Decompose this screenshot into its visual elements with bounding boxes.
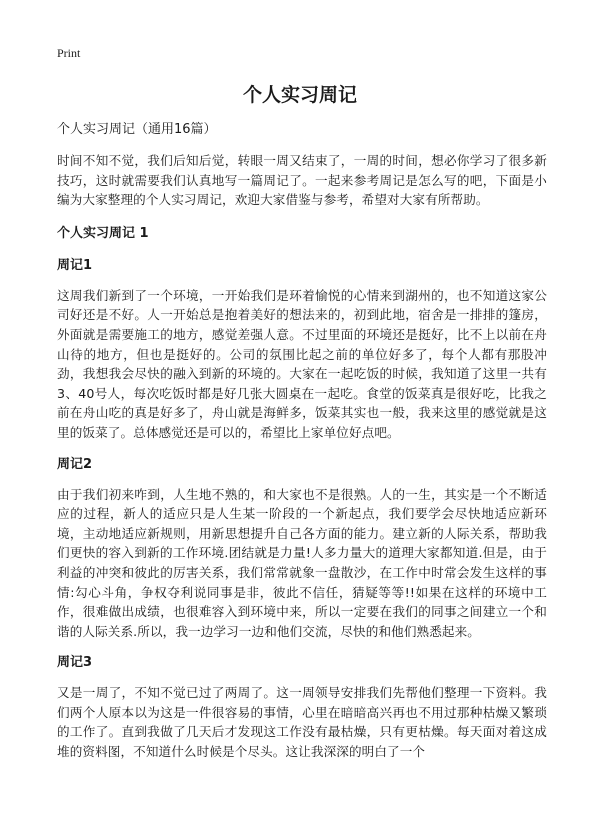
article-body: [57, 120, 547, 774]
journal-entry: [57, 256, 547, 443]
journal-entry: [57, 653, 547, 761]
article-subtitle: 个人实习周记（通用16篇）: [57, 122, 217, 137]
entry-body: 由于我们初来咋到，人生地不熟的，和大家也不是很熟。人的一生，其实是一个不断适应的过程，新人的适应只是人生某一阶段的一个新起点，我们要学会尽快地适应新环境，主动地适应新规则，用新思想提升自己各方面的能力。建立新的人际关系，帮助我们更快的容入到新的工作环境.团结就是力量!人多力量大的道理大家都知道.但是，由于利益的冲突和彼此的厉害关系，我们常常就象一盘散沙，在工作中时常会发生这样的事情:勾心斗角，争权夺利说同事是非，彼此不信任，猜疑等等!!如果在这样的环境中工作，很难做出成绩，也很难容入到环境中来，所以一定要在我们的同事之间建立一个和谐的人际关系.所以，我一边学习一边和他们交流，尽快的和他们熟悉起来。: [57, 486, 547, 639]
entry-body: 这周我们新到了一个环境，一开始我们是环着愉悦的心情来到湖州的，也不知道这家公司好还是不好。人一开始总是抱着美好的想法来的，初到此地，宿舍是一排排的篷房，外面就是需要施工的地方，感觉差强人意。不过里面的环境还是挺好，比不上以前在舟山待的地方，但也是挺好的。公司的氛围比起之前的单位好多了，每个人都有那股冲劲，我想我会尽快的融入到新的环境的。大家在一起吃饭的时候，我知道了这里一共有3、40号人，每次吃饭时都是好几张大圆桌在一起吃。食堂的饭菜真是很好吃，比我之前在舟山吃的真是好多了，舟山就是海鲜多，饭菜其实也一般，我来这里的感觉就是这里的饭菜了。总体感觉还是可以的，希望比上家单位好点吧。: [57, 287, 547, 440]
entry-heading: 周记2: [57, 456, 93, 472]
entry-heading: 周记3: [57, 655, 93, 671]
entry-heading: 周记1: [57, 257, 93, 273]
section-heading: 个人实习周记 1: [57, 225, 149, 241]
journal-entry: [57, 455, 547, 642]
page-title: 个人实习周记: [242, 84, 357, 106]
intro-paragraph: 时间不知不觉，我们后知后觉，转眼一周又结束了，一周的时间，想必你学习了很多新技巧，这时就需要我们认真地写一篇周记了。一起来参考周记是怎么写的吧，下面是小编为大家整理的个人实习周记，欢迎大家借鉴与参考，希望对大家有所帮助。: [57, 153, 547, 208]
entry-body: 又是一周了，不知不觉已过了两周了。这一周领导安排我们先帮他们整理一下资料。我们两个人原本以为这是一件很容易的事情，心里在暗暗高兴再也不用过那种枯燥又繁琐的工作了。直到我做了几天后才发现这工作没有最枯燥，只有更枯燥。每天面对着这成堆的资料图，不知道什么时候是个尽头。这让我深深的明白了一个: [57, 685, 547, 760]
print-link[interactable]: Print: [57, 46, 81, 60]
